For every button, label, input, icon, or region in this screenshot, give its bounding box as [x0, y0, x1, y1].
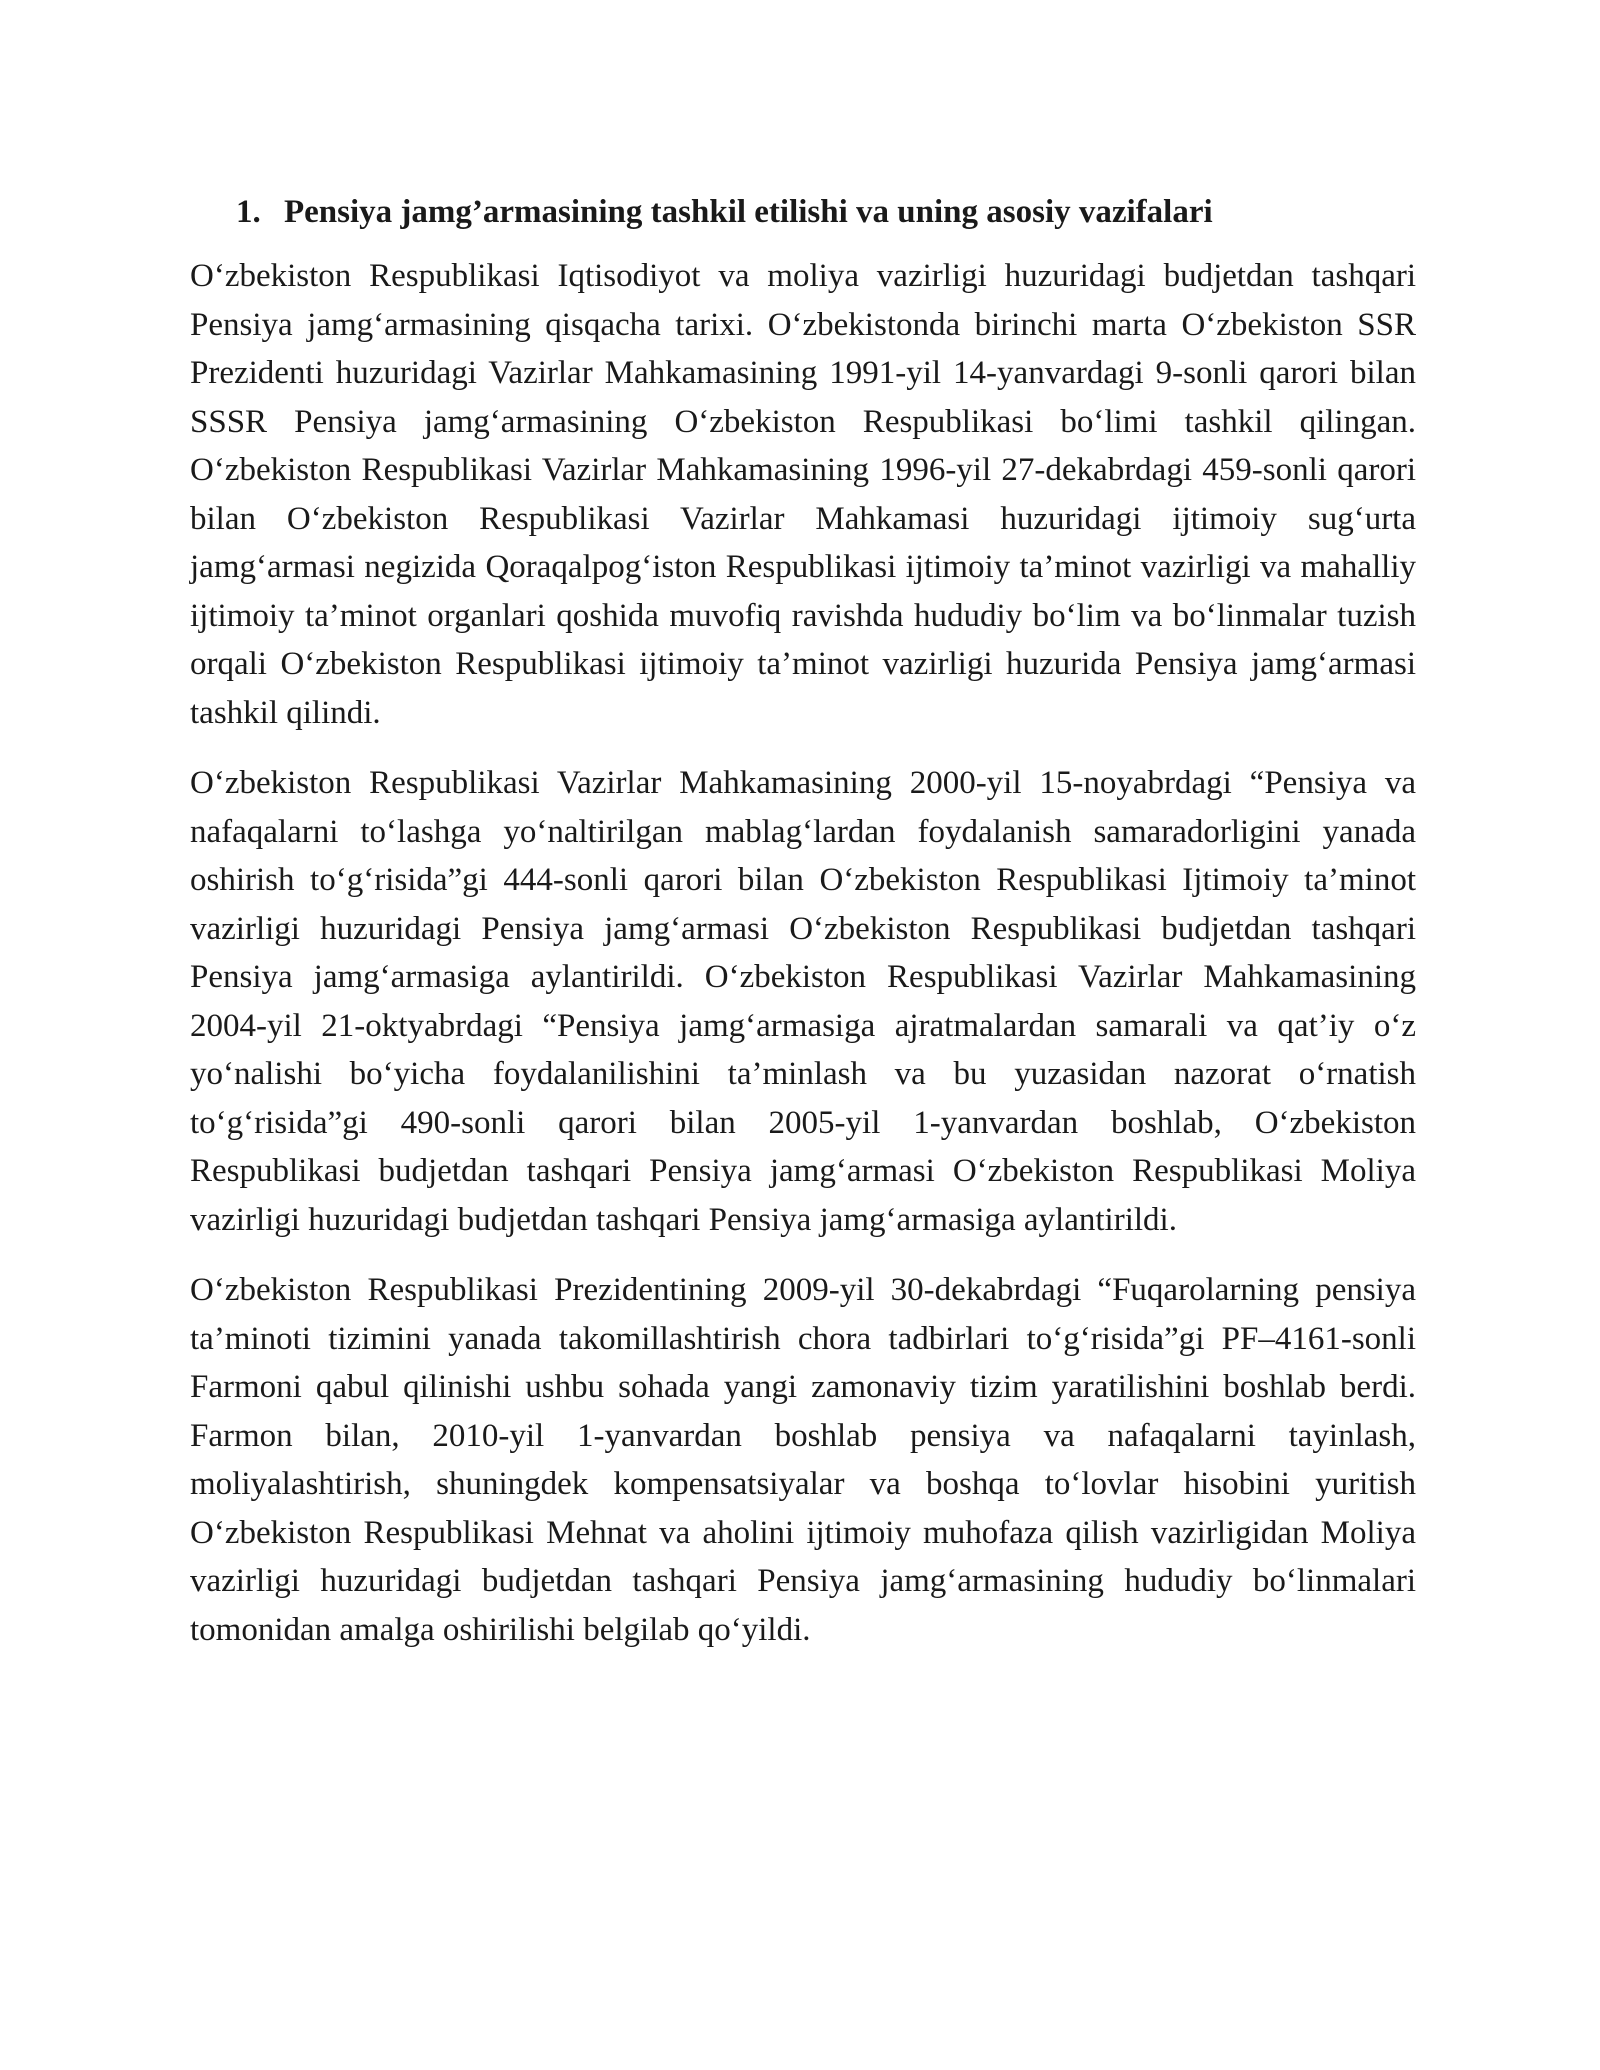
section-heading — [190, 186, 1416, 238]
section-number: 1. — [236, 194, 261, 230]
paragraph-2: O‘zbekiston Respublikasi Vazirlar Mahkamasining 2000-yil 15-noyabrdagi “Pensiya va nafaqalarni to‘lashga yo‘naltirilgan mablag‘lardan foydalanish samaradorligini yanada oshirish to‘g‘risida”gi 444-sonli qarori bilan O‘zbekiston Respublikasi Ijtimoiy ta’minot vazirligi huzuridagi Pensiya jamg‘armasi O‘zbekiston Respublikasi budjetdan tashqari Pensiya jamg‘armasiga aylantirildi. O‘zbekiston Respublikasi Vazirlar Mahkamasining 2004-yil 21-oktyabrdagi “Pensiya jamg‘armasiga ajratmalardan samarali va qat’iy o‘z yo‘nalishi bo‘yicha foydalanilishini ta’minlash va bu yuzasidan nazorat o‘rnatish to‘g‘risida”gi 490-sonli qarori bilan 2005-yil 1-yanvardan boshlab, O‘zbekiston Respublikasi budjetdan tashqari Pensiya jamg‘armasi O‘zbekiston Respublikasi Moliya vazirligi huzuridagi budjetdan tashqari Pensiya jamg‘armasiga aylantirildi. — [190, 765, 1416, 1238]
paragraph-3: O‘zbekiston Respublikasi Prezidentining 2009-yil 30-dekabrdagi “Fuqarolarning pensiya ta’minoti tizimini yanada takomillashtirish chora tadbirlari to‘g‘risida”gi PF–4161-sonli Farmoni qabul qilinishi ushbu sohada yangi zamonaviy tizim yaratilishini boshlab berdi. Farmon bilan, 2010-yil 1-yanvardan boshlab pensiya va nafaqalarni tayinlash, moliyalashtirish, shuningdek kompensatsiyalar va boshqa to‘lovlar hisobini yuritish O‘zbekiston Respublikasi Mehnat va aholini ijtimoiy muhofaza qilish vazirligidan Moliya vazirligi huzuridagi budjetdan tashqari Pensiya jamg‘armasining hududiy bo‘linmalari tomonidan amalga oshirilishi belgilab qo‘yildi. — [190, 1272, 1416, 1648]
section-title: Pensiya jamg’armasining tashkil etilishi va uning asosiy vazifalari — [284, 194, 1213, 230]
paragraph-1: O‘zbekiston Respublikasi Iqtisodiyot va moliya vazirligi huzuridagi budjetdan tashqari Pensiya jamg‘armasining qisqacha tarixi. O‘zbekistonda birinchi marta O‘zbekiston SSR Prezidenti huzuridagi Vazirlar Mahkamasining 1991-yil 14-yanvardagi 9-sonli qarori bilan SSSR Pensiya jamg‘armasining O‘zbekiston Respublikasi bo‘limi tashkil qilingan. O‘zbekiston Respublikasi Vazirlar Mahkamasining 1996-yil 27-dekabrdagi 459-sonli qarori bilan O‘zbekiston Respublikasi Vazirlar Mahkamasi huzuridagi ijtimoiy sug‘urta jamg‘armasi negizida Qoraqalpog‘iston Respublikasi ijtimoiy ta’minot vazirligi va mahalliy ijtimoiy ta’minot organlari qoshida muvofiq ravishda hududiy bo‘lim va bo‘linmalar tuzish orqali O‘zbekiston Respublikasi ijtimoiy ta’minot vazirligi huzurida Pensiya jamg‘armasi tashkil qilindi. — [190, 258, 1416, 731]
document-page — [190, 186, 1416, 1676]
